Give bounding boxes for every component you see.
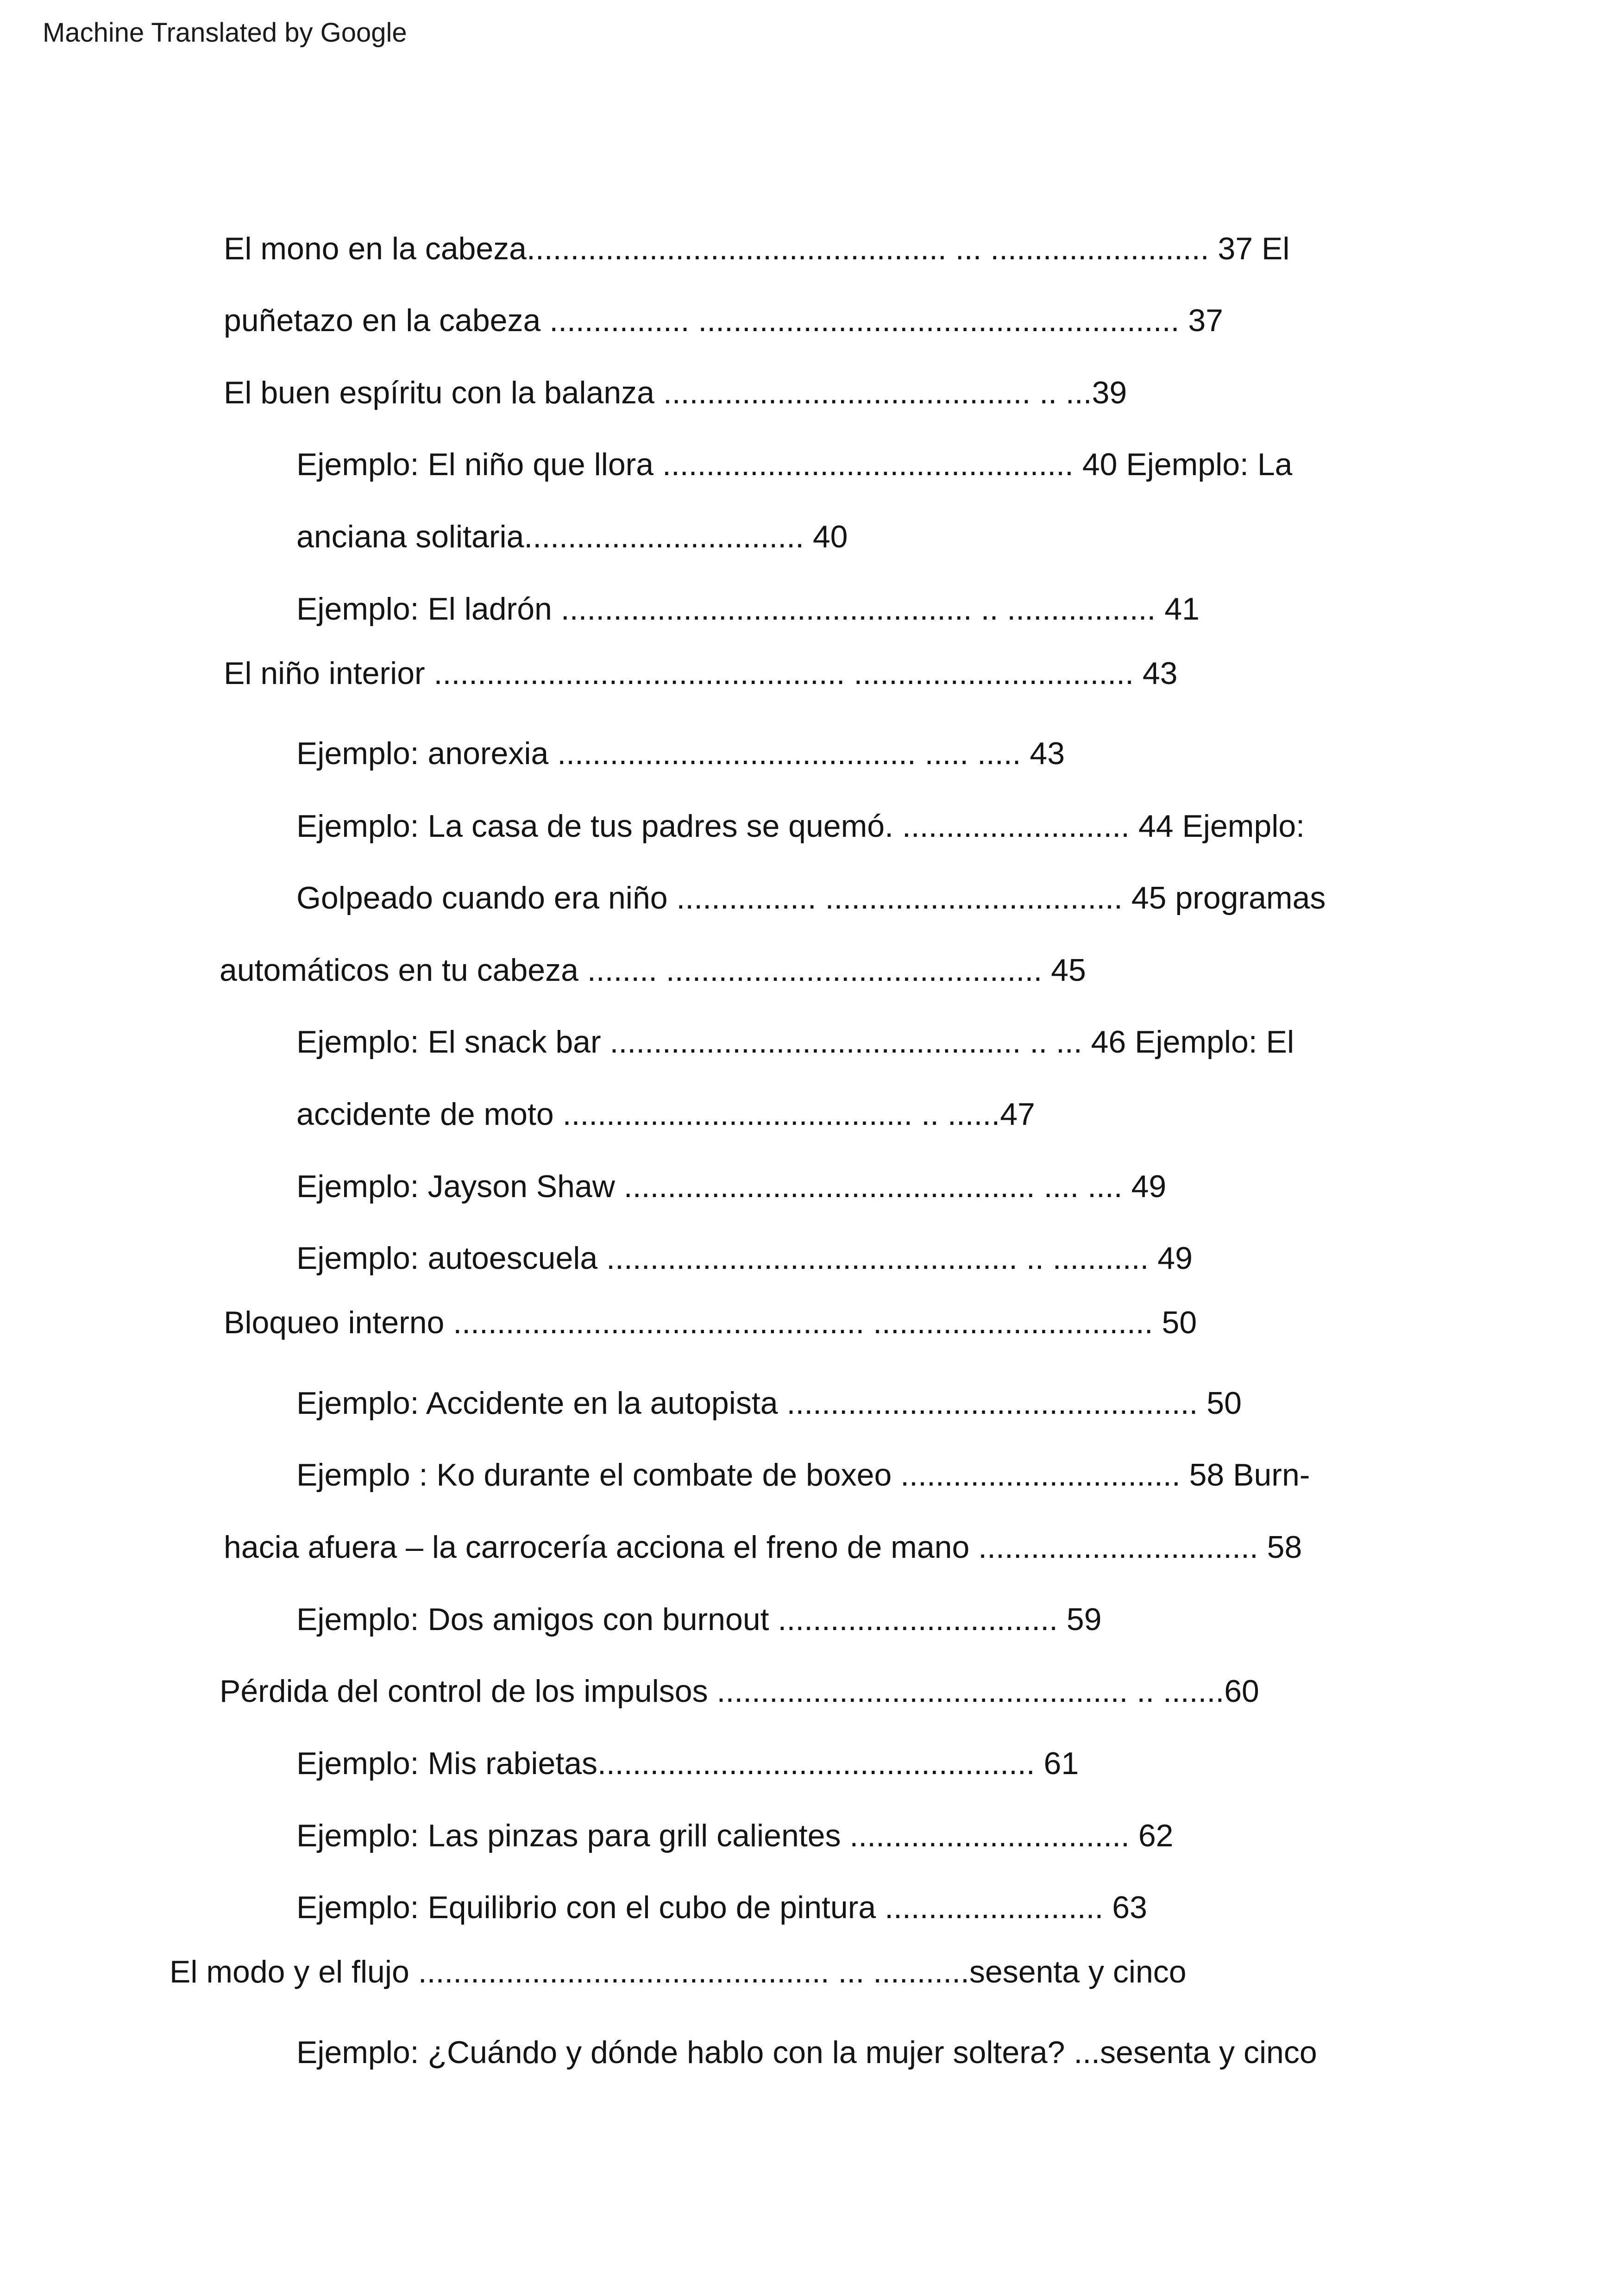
- toc-entry: El buen espíritu con la balanza .......................................... .. ...39: [224, 375, 1127, 410]
- toc-entry: hacia afuera – la carrocería acciona el freno de mano ................................ 58: [224, 1530, 1302, 1565]
- toc-entry: Ejemplo: El niño que llora ............................................... 40 Ejemplo: La: [296, 447, 1293, 482]
- toc-entry: Ejemplo: Equilibrio con el cubo de pintura ......................... 63: [296, 1890, 1147, 1925]
- toc-entry: Ejemplo: ¿Cuándo y dónde hablo con la mujer soltera? ...sesenta y cinco: [296, 2035, 1317, 2070]
- toc-entry: Ejemplo: Accidente en la autopista ............................................... 50: [296, 1386, 1242, 1421]
- toc-entry: automáticos en tu cabeza ........ ........................................... 45: [220, 953, 1086, 988]
- toc-entry: Ejemplo: autoescuela ............................................... .. ........... 49: [296, 1241, 1193, 1276]
- toc-entry: puñetazo en la cabeza ................ ....................................................... 37: [224, 303, 1224, 338]
- toc-entry: Ejemplo : Ko durante el combate de boxeo ................................ 58 Burn-: [296, 1457, 1310, 1493]
- toc-entry: Ejemplo: Jayson Shaw ............................................... .... .... 49: [296, 1169, 1167, 1204]
- toc-entry: Ejemplo: Las pinzas para grill calientes ................................ 62: [296, 1818, 1174, 1853]
- toc-entry: Ejemplo: Mis rabietas.................................................. 61: [296, 1746, 1079, 1781]
- toc-entry: Ejemplo: El snack bar ............................................... .. ... 46 Ejemplo: El: [296, 1024, 1294, 1060]
- toc-entry: Golpeado cuando era niño ................ .................................. 45 programas: [296, 880, 1326, 916]
- toc-entry: Bloqueo interno ............................................... ................................ 50: [224, 1305, 1197, 1340]
- toc-entry: Ejemplo: La casa de tus padres se quemó. .......................... 44 Ejemplo:: [296, 809, 1305, 844]
- toc-entry: anciana solitaria................................ 40: [296, 519, 848, 554]
- toc-entry: Ejemplo: El ladrón ............................................... .. ................. 41: [296, 591, 1200, 627]
- toc-entry: accidente de moto ........................................ .. ......47: [296, 1097, 1035, 1132]
- machine-translation-notice: Machine Translated by Google: [43, 18, 407, 48]
- toc-entry: Pérdida del control de los impulsos ............................................... .. .......60: [220, 1674, 1259, 1709]
- toc-entry: Ejemplo: Dos amigos con burnout ................................ 59: [296, 1602, 1102, 1637]
- toc-entry: El modo y el flujo ............................................... ... ...........sesenta y cinco: [170, 1954, 1187, 1989]
- toc-entry: El mono en la cabeza................................................ ... ......................... 37 El: [224, 231, 1290, 266]
- toc-entry: El niño interior ............................................... ................................ 43: [224, 656, 1178, 691]
- toc-entry: Ejemplo: anorexia ......................................... ..... ..... 43: [296, 736, 1065, 771]
